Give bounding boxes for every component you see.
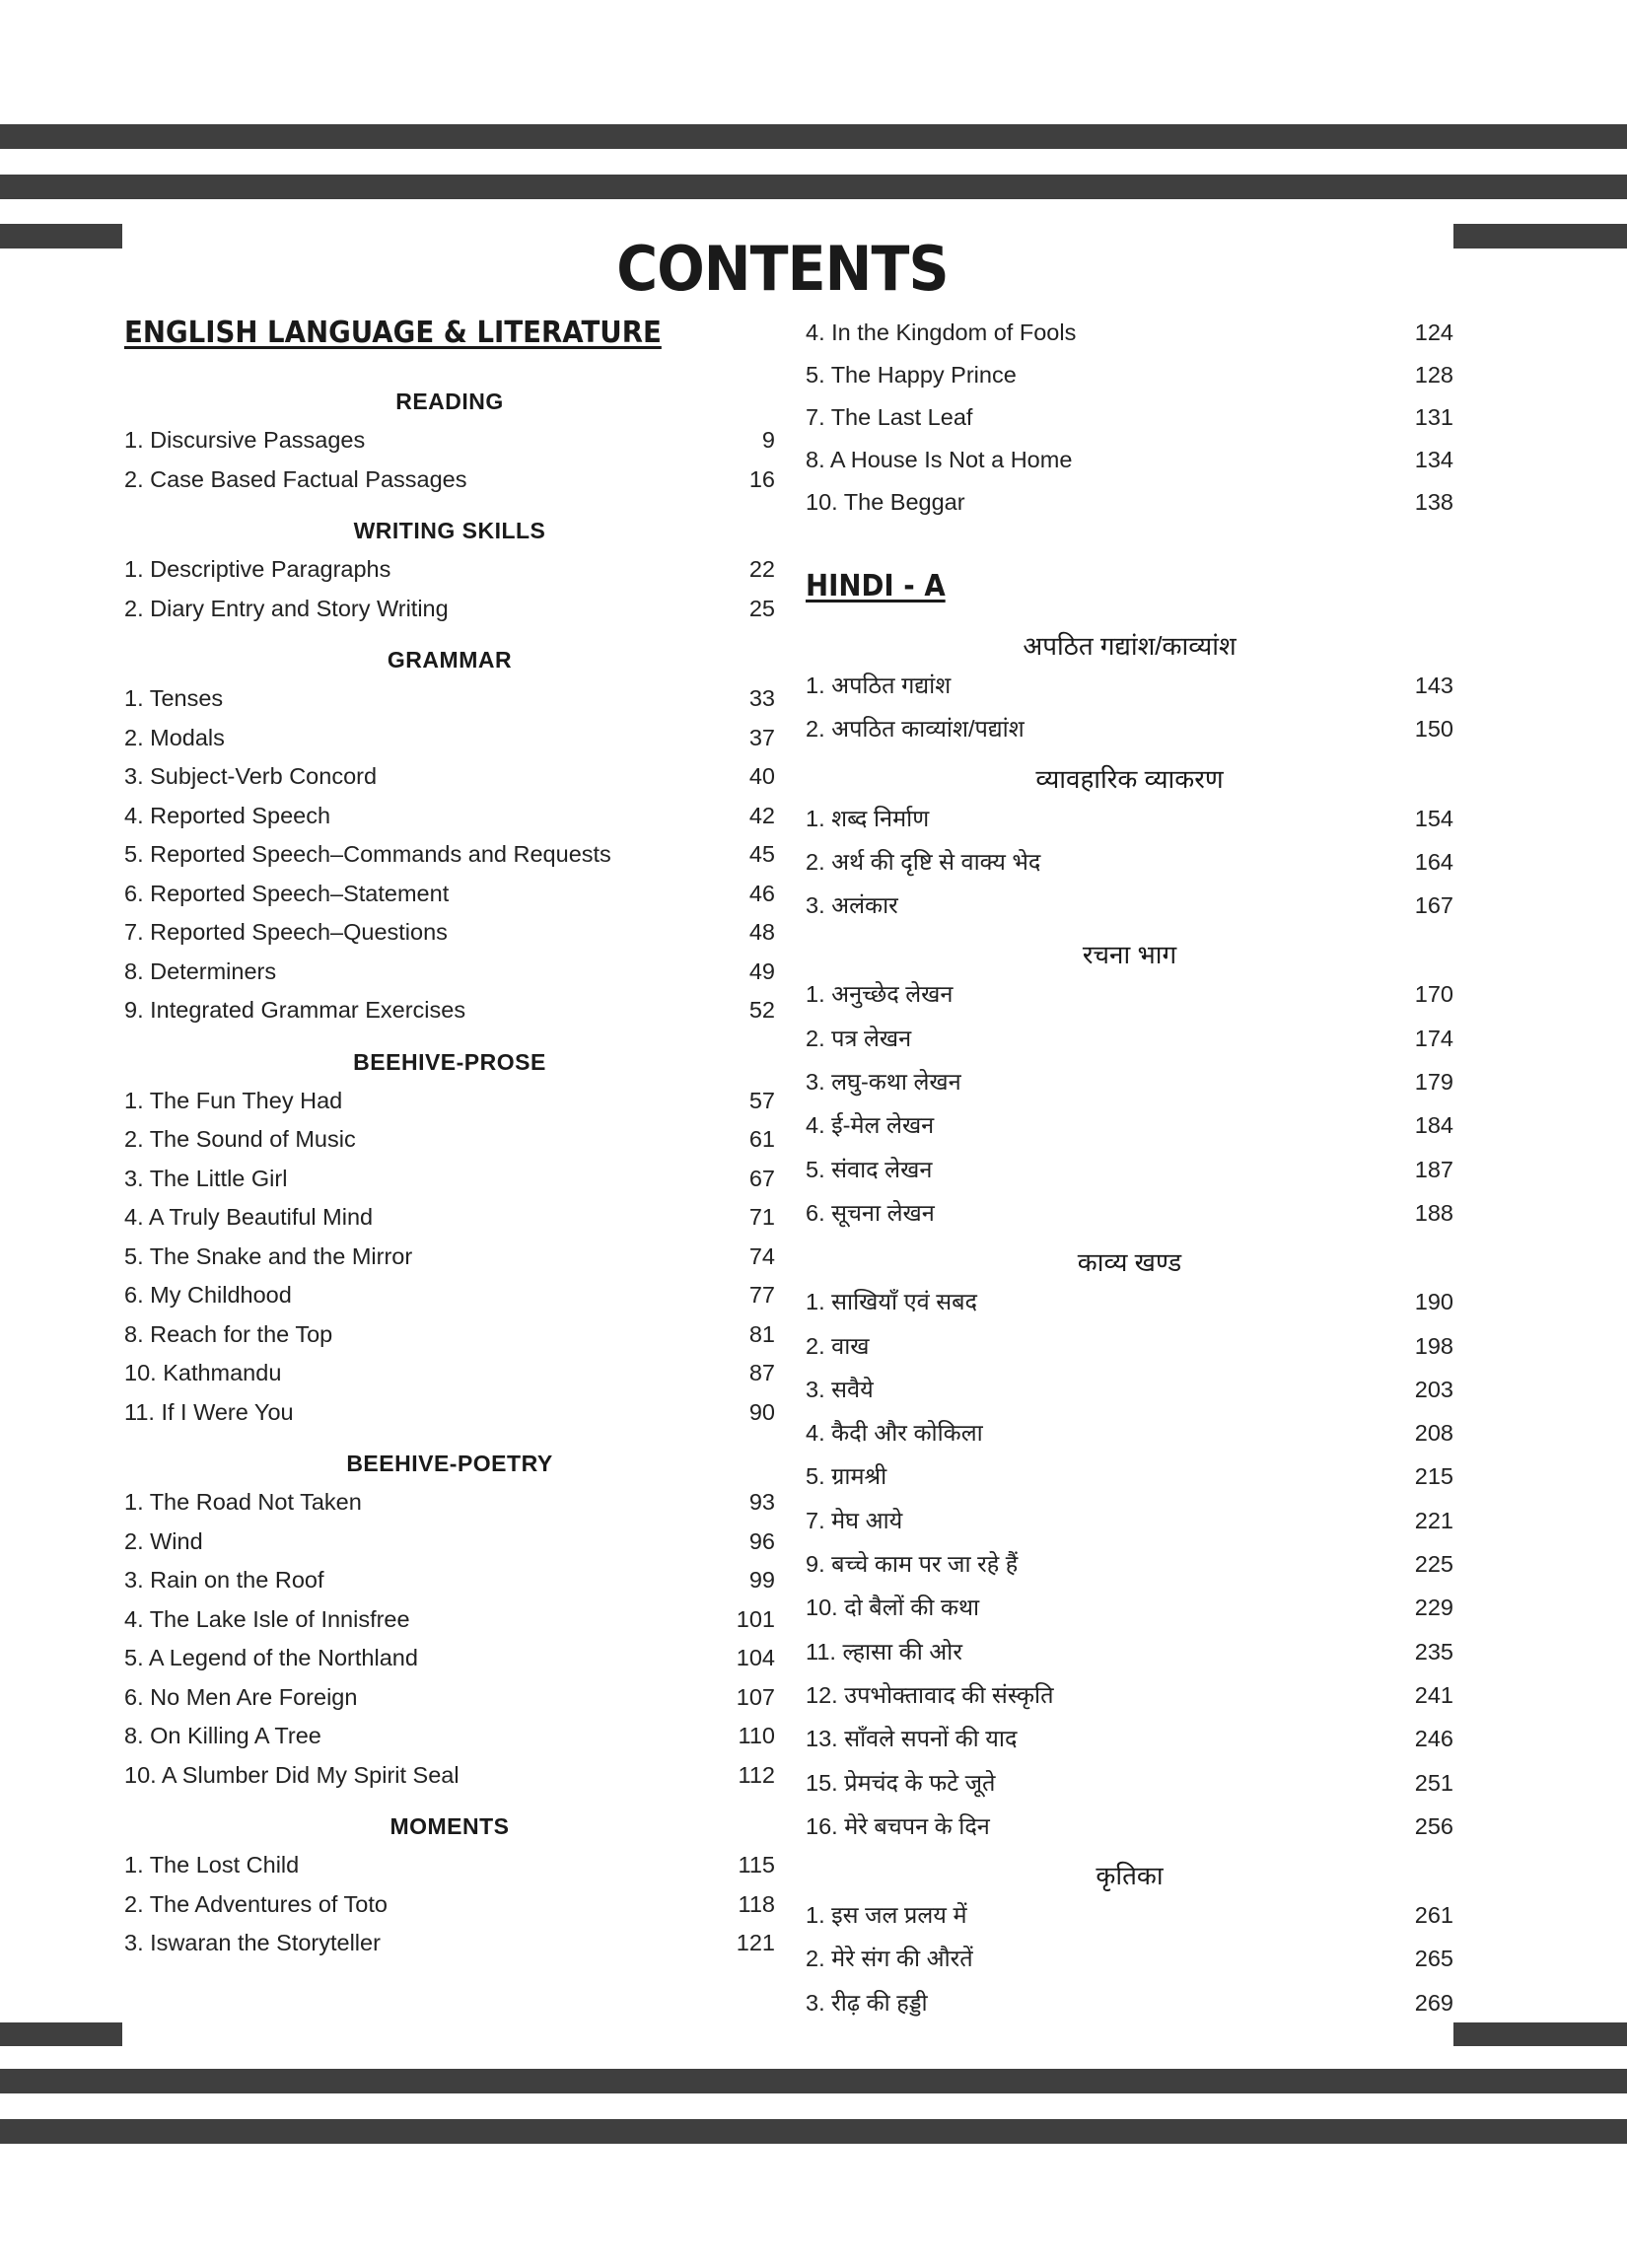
toc-entry-title: 6. सूचना लेखन — [806, 1199, 935, 1226]
toc-entry — [806, 1022, 1453, 1065]
toc-entry-page: 174 — [1414, 1025, 1453, 1051]
toc-entry-title: 6. No Men Are Foreign — [124, 1683, 358, 1710]
toc-entry-page: 261 — [1414, 1902, 1453, 1929]
toc-entry-title: 8. Reach for the Top — [124, 1320, 333, 1347]
toc-entry-title: 5. संवाद लेखन — [806, 1156, 933, 1182]
toc-entry-page: 16 — [748, 465, 775, 492]
toc-entry-page: 221 — [1414, 1507, 1453, 1533]
section-heading: काव्य खण्ड — [1077, 1247, 1182, 1278]
toc-entry-page: 167 — [1414, 892, 1453, 919]
hindi-sections — [806, 623, 1453, 2029]
section-heading: GRAMMAR — [387, 647, 513, 673]
toc-entry — [124, 1166, 775, 1205]
toc-entry-title: 2. The Adventures of Toto — [124, 1890, 388, 1917]
toc-entry-title: 4. A Truly Beautiful Mind — [124, 1204, 374, 1230]
toc-entry — [124, 1489, 775, 1528]
toc-entry-title: 6. My Childhood — [124, 1282, 292, 1308]
toc-entry-page: 150 — [1414, 716, 1453, 743]
toc-entry — [124, 1088, 775, 1127]
toc-entry — [124, 1606, 775, 1646]
toc-entry-title: 2. Diary Entry and Story Writing — [124, 595, 449, 621]
toc-entry — [806, 1459, 1453, 1503]
toc-entry — [806, 1065, 1453, 1108]
toc-entry — [124, 1360, 775, 1399]
toc-entry-page: 22 — [748, 556, 775, 582]
english-column — [124, 316, 775, 1969]
toc-entry — [124, 1567, 775, 1606]
toc-entry-page: 99 — [748, 1567, 775, 1593]
toc-entry-title: 1. The Road Not Taken — [124, 1489, 362, 1515]
toc-entry-title: 1. The Fun They Had — [124, 1087, 343, 1113]
toc-entry-page: 110 — [738, 1723, 775, 1748]
toc-entry — [806, 362, 1453, 404]
toc-entry-page: 71 — [748, 1204, 775, 1230]
toc-entry-page: 215 — [1414, 1463, 1453, 1490]
toc-entry-title: 1. Descriptive Paragraphs — [124, 556, 391, 582]
toc-entry — [124, 725, 775, 764]
toc-entry — [806, 1416, 1453, 1459]
toc-entry-title: 11. ल्हासा की ओर — [806, 1638, 962, 1665]
toc-entry-page: 90 — [748, 1398, 775, 1425]
toc-entry-title: 12. उपभोक्तावाद की संस्कृति — [806, 1681, 1054, 1708]
toc-entry — [124, 1852, 775, 1891]
toc-entry — [806, 1153, 1453, 1196]
toc-entry-title: 3. Rain on the Roof — [124, 1567, 324, 1593]
toc-entry-page: 190 — [1414, 1289, 1453, 1315]
toc-entry — [806, 489, 1453, 532]
toc-entry-page: 208 — [1414, 1420, 1453, 1447]
bottom-bar-1 — [0, 2069, 1627, 2093]
english-subject-heading: ENGLISH LANGUAGE & LITERATURE — [124, 316, 662, 350]
toc-entry-title: 3. Subject-Verb Concord — [124, 763, 378, 789]
toc-entry — [806, 404, 1453, 447]
toc-entry-page: 37 — [748, 724, 775, 750]
toc-entry-title: 2. Modals — [124, 724, 225, 750]
toc-entry-page: 81 — [748, 1320, 775, 1347]
toc-entry-page: 154 — [1414, 805, 1453, 831]
toc-entry-title: 4. In the Kingdom of Fools — [806, 319, 1077, 345]
toc-entry-page: 61 — [748, 1126, 775, 1152]
toc-entry — [806, 1329, 1453, 1373]
section-heading: WRITING SKILLS — [353, 518, 546, 543]
toc-entry-title: 3. रीढ़ की हड्डी — [806, 1989, 928, 2016]
toc-entry — [806, 1942, 1453, 1985]
toc-entry-page: 48 — [748, 919, 775, 945]
toc-entry-page: 170 — [1414, 981, 1453, 1008]
toc-entry — [806, 802, 1453, 845]
toc-entry — [806, 977, 1453, 1021]
toc-entry — [124, 1321, 775, 1361]
toc-entry-title: 10. The Beggar — [806, 489, 965, 515]
toc-entry-title: 10. दो बैलों की कथा — [806, 1595, 980, 1621]
toc-entry-page: 241 — [1414, 1681, 1453, 1708]
toc-entry-title: 6. Reported Speech–Statement — [124, 880, 450, 906]
toc-entry-title: 2. अपठित काव्यांश/पद्यांश — [806, 716, 1025, 743]
toc-entry — [806, 1504, 1453, 1547]
toc-entry — [806, 1285, 1453, 1328]
toc-entry-page: 118 — [738, 1890, 775, 1917]
toc-entry-title: 7. मेघ आये — [806, 1507, 903, 1533]
toc-entry-page: 265 — [1414, 1946, 1453, 1972]
toc-entry-page: 138 — [1414, 489, 1453, 515]
toc-entry-page: 235 — [1414, 1638, 1453, 1665]
toc-entry-page: 198 — [1414, 1332, 1453, 1359]
english-continued-list — [806, 319, 1453, 532]
toc-entry-title: 10. A Slumber Did My Spirit Seal — [124, 1761, 460, 1788]
toc-entry-title: 1. Discursive Passages — [124, 427, 366, 453]
toc-entry-page: 179 — [1414, 1069, 1453, 1096]
toc-entry — [124, 1528, 775, 1568]
toc-entry-page: 256 — [1414, 1812, 1453, 1839]
section-heading: BEEHIVE-PROSE — [353, 1048, 546, 1075]
toc-entry — [806, 845, 1453, 888]
toc-entry-title: 2. मेरे संग की औरतें — [806, 1946, 973, 1972]
toc-entry-page: 87 — [748, 1360, 775, 1385]
toc-entry — [124, 427, 775, 466]
toc-entry-page: 25 — [748, 595, 775, 621]
toc-entry-title: 5. Reported Speech–Commands and Requests — [124, 841, 611, 867]
toc-entry-title: 3. अलंकार — [806, 892, 898, 919]
toc-entry-page: 229 — [1414, 1595, 1453, 1621]
toc-entry — [124, 466, 775, 506]
toc-entry-title: 16. मेरे बचपन के दिन — [806, 1812, 990, 1839]
toc-entry-title: 1. अनुच्छेद लेखन — [806, 981, 954, 1008]
toc-entry — [124, 596, 775, 635]
toc-entry — [124, 1645, 775, 1684]
toc-entry-page: 225 — [1414, 1551, 1453, 1578]
toc-entry — [806, 1373, 1453, 1416]
toc-entry-page: 203 — [1414, 1376, 1453, 1402]
toc-entry-title: 4. The Lake Isle of Innisfree — [124, 1605, 410, 1632]
toc-entry-title: 2. अर्थ की दृष्टि से वाक्य भेद — [806, 848, 1041, 875]
toc-entry — [124, 1126, 775, 1166]
toc-entry-title: 8. On Killing A Tree — [124, 1723, 321, 1748]
toc-entry-page: 74 — [748, 1242, 775, 1269]
toc-entry-page: 121 — [736, 1930, 775, 1955]
toc-entry-title: 1. Tenses — [124, 685, 224, 711]
hindi-subject-heading: HINDI - A — [806, 569, 946, 603]
toc-entry-page: 101 — [736, 1605, 775, 1632]
toc-entry — [124, 556, 775, 596]
toc-entry-page: 52 — [748, 997, 775, 1023]
toc-entry-title: 4. कैदी और कोकिला — [806, 1420, 983, 1447]
toc-entry — [124, 958, 775, 998]
toc-entry — [806, 1678, 1453, 1722]
toc-entry-page: 40 — [748, 763, 775, 789]
toc-entry-page: 269 — [1414, 1989, 1453, 2016]
toc-entry — [806, 888, 1453, 932]
toc-entry — [806, 1635, 1453, 1678]
toc-entry-title: 1. साखियाँ एवं सबद — [806, 1289, 978, 1315]
toc-entry-title: 7. The Last Leaf — [806, 404, 973, 430]
toc-entry-title: 5. The Snake and the Mirror — [124, 1242, 413, 1269]
section-heading: रचना भाग — [1082, 940, 1177, 970]
toc-entry-page: 107 — [736, 1683, 775, 1710]
toc-entry-title: 5. ग्रामश्री — [806, 1463, 887, 1490]
section-heading: BEEHIVE-POETRY — [346, 1451, 553, 1476]
toc-entry-title: 1. इस जल प्रलय में — [806, 1902, 967, 1929]
toc-entry — [124, 919, 775, 958]
section-heading: व्यावहारिक व्याकरण — [1035, 763, 1224, 794]
toc-entry-page: 115 — [738, 1852, 775, 1878]
toc-entry-title: 1. शब्द निर्माण — [806, 805, 930, 831]
toc-entry — [124, 803, 775, 842]
toc-entry — [124, 881, 775, 920]
toc-entry-page: 143 — [1414, 673, 1453, 698]
toc-entry — [124, 685, 775, 725]
toc-entry — [124, 1243, 775, 1283]
toc-entry-title: 3. The Little Girl — [124, 1165, 288, 1191]
toc-entry — [124, 1930, 775, 1969]
toc-entry-title: 3. सवैये — [806, 1376, 874, 1402]
toc-entry — [806, 712, 1453, 755]
toc-entry-page: 112 — [738, 1761, 775, 1788]
toc-entry-page: 96 — [748, 1527, 775, 1554]
toc-entry — [806, 1547, 1453, 1591]
toc-entry-page: 9 — [761, 427, 775, 453]
toc-entry-title: 3. Iswaran the Storyteller — [124, 1930, 381, 1955]
toc-entry — [806, 1722, 1453, 1765]
toc-entry-page: 45 — [748, 841, 775, 867]
toc-entry — [806, 1196, 1453, 1240]
toc-entry-title: 1. The Lost Child — [124, 1852, 300, 1878]
toc-entry-page: 251 — [1414, 1769, 1453, 1796]
toc-entry — [806, 447, 1453, 489]
toc-entry-page: 33 — [748, 685, 775, 711]
toc-entry-title: 7. Reported Speech–Questions — [124, 919, 448, 945]
toc-entry-title: 1. अपठित गद्यांश — [806, 673, 952, 698]
section-heading: कृतिका — [1096, 1861, 1164, 1891]
toc-entry — [806, 1986, 1453, 2029]
toc-entry — [806, 669, 1453, 712]
toc-entry — [124, 1282, 775, 1321]
bottom-left-stub — [0, 2022, 122, 2046]
page-title: CONTENTS — [616, 233, 949, 305]
toc-entry-page: 57 — [748, 1087, 775, 1113]
toc-entry-page: 49 — [748, 957, 775, 984]
toc-entry-page: 246 — [1414, 1726, 1453, 1752]
bottom-right-stub — [1453, 2022, 1627, 2046]
toc-entry — [806, 1809, 1453, 1853]
toc-entry-page: 46 — [748, 880, 775, 906]
toc-entry-page: 93 — [748, 1489, 775, 1515]
toc-entry-title: 9. बच्चे काम पर जा रहे हैं — [806, 1551, 1019, 1578]
toc-entry-title: 2. पत्र लेखन — [806, 1025, 912, 1051]
section-heading: MOMENTS — [389, 1813, 510, 1839]
toc-entry-page: 164 — [1414, 848, 1453, 875]
right-column — [806, 319, 1453, 2029]
toc-entry-title: 13. साँवले सपनों की याद — [806, 1726, 1018, 1752]
toc-entry — [806, 1108, 1453, 1152]
toc-entry — [124, 1204, 775, 1243]
toc-entry-title: 2. वाख — [806, 1332, 870, 1359]
toc-entry — [124, 1762, 775, 1802]
toc-entry-title: 10. Kathmandu — [124, 1360, 282, 1385]
toc-entry — [124, 1723, 775, 1762]
toc-entry — [124, 997, 775, 1036]
toc-entry-title: 5. The Happy Prince — [806, 362, 1017, 388]
toc-entry-title: 3. लघु-कथा लेखन — [806, 1069, 961, 1096]
toc-entry-page: 131 — [1414, 404, 1453, 430]
toc-entry — [124, 1684, 775, 1724]
toc-entry-page: 124 — [1414, 319, 1453, 345]
toc-entry — [806, 319, 1453, 362]
section-heading: READING — [395, 389, 504, 414]
toc-entry-page: 104 — [736, 1645, 775, 1670]
toc-entry — [806, 1591, 1453, 1634]
toc-entry — [124, 1891, 775, 1931]
toc-entry-title: 2. Case Based Factual Passages — [124, 465, 467, 492]
toc-entry-title: 2. Wind — [124, 1527, 203, 1554]
toc-entry-title: 15. प्रेमचंद के फटे जूते — [806, 1769, 996, 1796]
toc-entry-page: 42 — [748, 802, 775, 828]
toc-entry-title: 8. Determiners — [124, 957, 277, 984]
top-bar-1 — [0, 124, 1627, 149]
toc-entry — [124, 763, 775, 803]
toc-entry-page: 184 — [1414, 1112, 1453, 1139]
toc-entry-page: 188 — [1414, 1199, 1453, 1226]
toc-entry — [806, 1898, 1453, 1942]
toc-entry-title: 2. The Sound of Music — [124, 1126, 356, 1152]
section-heading: अपठित गद्यांश/काव्यांश — [1023, 631, 1237, 661]
toc-entry-title: 8. A House Is Not a Home — [806, 447, 1073, 472]
toc-entry-title: 4. ई-मेल लेखन — [806, 1112, 935, 1139]
toc-entry-page: 187 — [1414, 1156, 1453, 1182]
toc-entry-title: 5. A Legend of the Northland — [124, 1645, 418, 1670]
toc-entry-page: 67 — [748, 1165, 775, 1191]
toc-entry-page: 134 — [1414, 447, 1453, 472]
toc-entry — [124, 841, 775, 881]
toc-entry-page: 77 — [748, 1282, 775, 1308]
toc-entry-title: 11. If I Were You — [124, 1398, 294, 1425]
toc-entry — [806, 1766, 1453, 1809]
toc-entry-title: 4. Reported Speech — [124, 802, 331, 828]
toc-entry-page: 128 — [1414, 362, 1453, 388]
english-sections — [124, 376, 775, 1969]
top-bar-2 — [0, 175, 1627, 199]
toc-entry-title: 9. Integrated Grammar Exercises — [124, 997, 466, 1023]
bottom-bar-2 — [0, 2119, 1627, 2144]
toc-entry — [124, 1399, 775, 1439]
